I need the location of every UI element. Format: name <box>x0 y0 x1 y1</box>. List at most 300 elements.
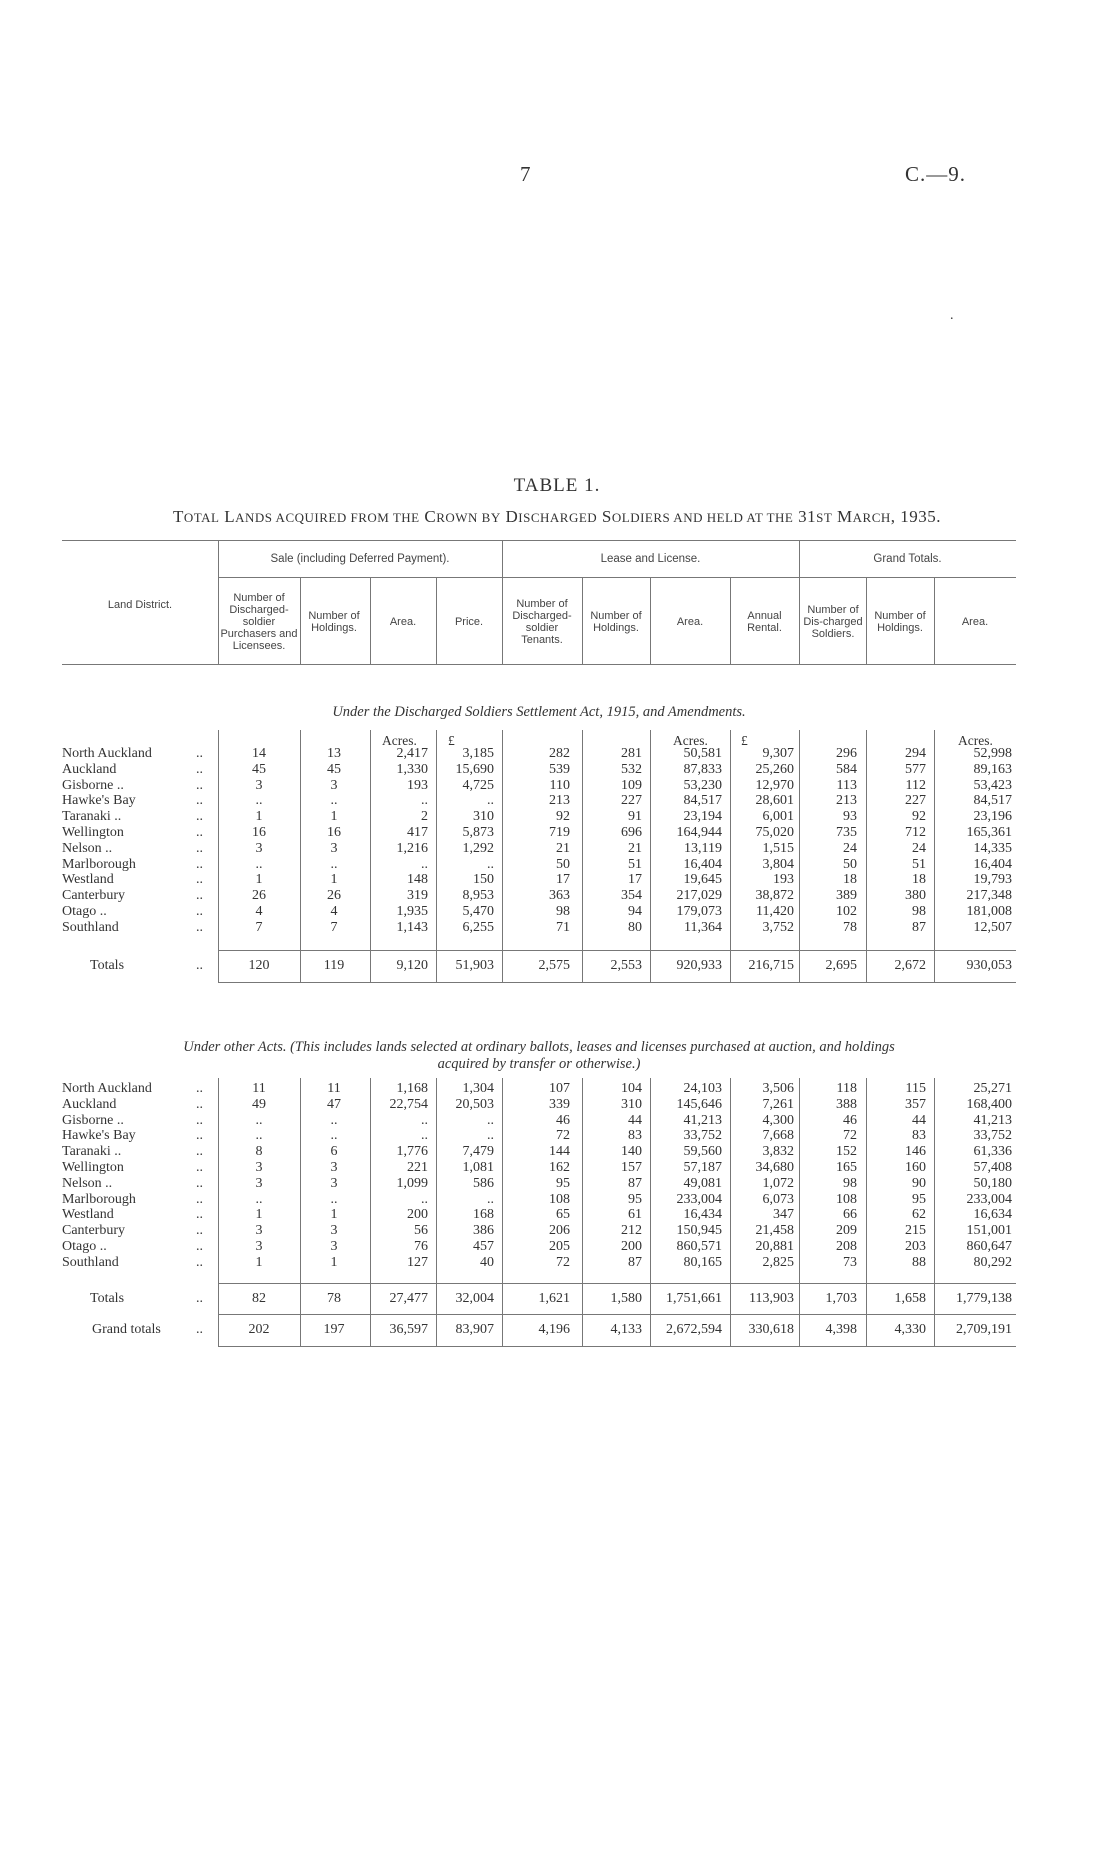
cell-price: 1,292 <box>462 840 494 856</box>
cell-purchasers: 1 <box>255 1254 263 1270</box>
cell-lease-holdings: 227 <box>621 793 642 809</box>
column-rule <box>582 577 583 664</box>
cell-district: Hawke's Bay <box>62 793 136 809</box>
cell-holdings: 26 <box>327 888 341 904</box>
header-sale-area: Area. <box>389 616 417 628</box>
cell-rental: 3,506 <box>762 1081 794 1096</box>
cell-lease-area: 19,645 <box>683 872 722 888</box>
cell-lease-holdings: 44 <box>628 1112 642 1128</box>
header-sale-purchasers: Number of Discharged-soldier Purchasers and Licensees. <box>220 592 298 652</box>
cell-purchasers: 1 <box>255 809 263 825</box>
cell-rental: 3,832 <box>762 1144 794 1160</box>
cell-area: 56 <box>414 1223 428 1239</box>
cell-price: 168 <box>473 1207 494 1223</box>
cell-purchasers: 11 <box>252 1081 266 1096</box>
cell-purchasers: 82 <box>252 1291 266 1306</box>
cell-purchasers: 120 <box>248 958 270 973</box>
cell-grand-holdings: 18 <box>912 872 926 888</box>
cell-lease-holdings: 51 <box>628 856 642 872</box>
cell-tenants: 213 <box>549 793 570 809</box>
cell-district: Westland <box>62 1207 114 1223</box>
cell-district: Canterbury <box>62 888 125 904</box>
cell-grand-area: 84,517 <box>973 793 1012 809</box>
cell-lease-holdings: 83 <box>628 1128 642 1144</box>
cell-holdings: 3 <box>330 1239 338 1254</box>
header-bottom-rule <box>62 664 1016 665</box>
cell-grand-holdings: 203 <box>905 1239 926 1254</box>
cell-grand-area: 217,348 <box>966 888 1012 904</box>
cell-price: 5,873 <box>462 825 494 840</box>
cell-price: 51,903 <box>455 958 494 973</box>
cell-purchasers: 7 <box>255 919 263 935</box>
grand-totals-row <box>0 1322 1114 1338</box>
cell-district: North Auckland <box>62 1081 152 1096</box>
cell-price: 1,304 <box>462 1081 494 1096</box>
cell-grand-holdings: 215 <box>905 1223 926 1239</box>
cell-holdings: 1 <box>330 1254 338 1270</box>
cell-area: 221 <box>407 1160 428 1175</box>
cell-lease-holdings: 61 <box>628 1207 642 1223</box>
cell-lease-area: 860,571 <box>676 1239 722 1254</box>
cell-grand-area: 23,196 <box>973 809 1012 825</box>
cell-grand-holdings: 357 <box>905 1096 926 1112</box>
cell-lease-holdings: 91 <box>628 809 642 825</box>
cell-lease-holdings: 1,580 <box>610 1291 642 1306</box>
cell-grand-holdings: 146 <box>905 1144 926 1160</box>
cell-dots: .. <box>196 793 203 809</box>
section1-title: Under the Discharged Soldiers Settlement Act, 1915, and Amendments. <box>332 704 746 720</box>
table-row <box>0 841 1114 857</box>
group-lease-header: Lease and License. <box>600 553 701 565</box>
cell-grand-area: 89,163 <box>973 761 1012 777</box>
cell-purchasers: 1 <box>255 1207 263 1223</box>
header-grand-holdings: Number of Holdings. <box>874 610 926 634</box>
cell-grand-area: 16,404 <box>973 856 1012 872</box>
section1-end-rule <box>218 982 1016 983</box>
cell-dots: .. <box>196 1096 203 1112</box>
cell-grand-holdings: 90 <box>912 1175 926 1191</box>
cell-holdings: 1 <box>330 809 338 825</box>
cell-district: Nelson .. <box>62 840 113 856</box>
cell-holdings: .. <box>330 1128 338 1144</box>
cell-rental: 21,458 <box>755 1223 794 1239</box>
cell-rental: 1,072 <box>762 1175 794 1191</box>
cell-district: Canterbury <box>62 1223 125 1239</box>
cell-soldiers: 66 <box>843 1207 857 1223</box>
cell-lease-area: 59,560 <box>683 1144 722 1160</box>
cell-lease-holdings: 80 <box>628 919 642 935</box>
cell-holdings: 6 <box>330 1144 338 1160</box>
cell-grand-holdings: 88 <box>912 1254 926 1270</box>
cell-holdings: 13 <box>327 746 341 761</box>
cell-grand-area: 233,004 <box>966 1191 1012 1207</box>
cell-area: .. <box>421 793 428 809</box>
cell-price: 1,081 <box>462 1160 494 1175</box>
cell-lease-holdings: 4,133 <box>610 1322 642 1337</box>
cell-price: 40 <box>480 1254 494 1270</box>
section1-unit-acres: Acres. <box>382 733 417 748</box>
cell-area: 36,597 <box>389 1322 428 1337</box>
cell-area: 9,120 <box>396 958 428 973</box>
cell-lease-area: 150,945 <box>676 1223 722 1239</box>
cell-tenants: 282 <box>549 746 570 761</box>
cell-price: 150 <box>473 872 494 888</box>
cell-grand-holdings: 294 <box>905 746 926 761</box>
cell-purchasers: 3 <box>255 1175 263 1191</box>
cell-lease-area: 33,752 <box>683 1128 722 1144</box>
cell-soldiers: 78 <box>843 919 857 935</box>
cell-price: 7,479 <box>462 1144 494 1160</box>
section1-totals-rule <box>218 950 1016 951</box>
table-row <box>0 904 1114 920</box>
cell-lease-holdings: 87 <box>628 1175 642 1191</box>
cell-price: 15,690 <box>455 761 494 777</box>
cell-dots: .. <box>196 1160 203 1175</box>
cell-purchasers: 3 <box>255 777 263 793</box>
header-top-rule <box>62 540 1016 541</box>
cell-grand-holdings: 2,672 <box>894 958 926 973</box>
cell-district: Grand totals <box>92 1322 161 1337</box>
cell-grand-area: 52,998 <box>973 746 1012 761</box>
cell-dots: .. <box>196 1322 203 1337</box>
cell-grand-holdings: 98 <box>912 904 926 919</box>
cell-dots: .. <box>196 1291 203 1306</box>
column-rule <box>866 577 867 664</box>
cell-rental: 6,073 <box>762 1191 794 1207</box>
header-grand-area: Area. <box>961 616 989 628</box>
stray-mark: . <box>950 308 954 323</box>
cell-area: 1,168 <box>396 1081 428 1096</box>
cell-purchasers: 3 <box>255 1160 263 1175</box>
cell-price: .. <box>487 1191 494 1207</box>
cell-dots: .. <box>196 1144 203 1160</box>
cell-dots: .. <box>196 919 203 935</box>
table-row <box>0 1128 1114 1144</box>
cell-soldiers: 102 <box>836 904 857 919</box>
cell-price: 586 <box>473 1175 494 1191</box>
cell-soldiers: 213 <box>836 793 857 809</box>
column-rule <box>436 577 437 664</box>
cell-grand-area: 61,336 <box>973 1144 1012 1160</box>
cell-grand-holdings: 1,658 <box>894 1291 926 1306</box>
cell-tenants: 162 <box>549 1160 570 1175</box>
cell-grand-area: 151,001 <box>966 1223 1012 1239</box>
cell-lease-holdings: 140 <box>621 1144 642 1160</box>
cell-grand-area: 1,779,138 <box>956 1291 1012 1306</box>
cell-soldiers: 108 <box>836 1191 857 1207</box>
cell-lease-area: 16,434 <box>683 1207 722 1223</box>
cell-area: .. <box>421 856 428 872</box>
cell-soldiers: 1,703 <box>825 1291 857 1306</box>
cell-purchasers: .. <box>255 1128 263 1144</box>
cell-holdings: 1 <box>330 872 338 888</box>
cell-soldiers: 165 <box>836 1160 857 1175</box>
cell-area: 1,935 <box>396 904 428 919</box>
section1-unit-acres-lease: Acres. <box>673 733 708 748</box>
cell-lease-area: 24,103 <box>683 1081 722 1096</box>
cell-tenants: 206 <box>549 1223 570 1239</box>
table-row <box>0 1144 1114 1160</box>
cell-grand-area: 168,400 <box>966 1096 1012 1112</box>
table-row <box>0 1176 1114 1192</box>
cell-price: 83,907 <box>455 1322 494 1337</box>
cell-lease-holdings: 354 <box>621 888 642 904</box>
cell-purchasers: .. <box>255 1191 263 1207</box>
cell-area: 76 <box>414 1239 428 1254</box>
section2-title-line1: Under other Acts. (This includes lands selected at ordinary ballots, leases and licenses purchased at auction, and holdings <box>183 1039 895 1055</box>
cell-rental: 193 <box>773 872 794 888</box>
cell-dots: .. <box>196 746 203 761</box>
cell-dots: .. <box>196 1254 203 1270</box>
cell-holdings: 3 <box>330 777 338 793</box>
cell-soldiers: 98 <box>843 1175 857 1191</box>
cell-district: Nelson .. <box>62 1175 113 1191</box>
section1-unit-pounds: £ <box>448 733 455 748</box>
header-grand-soldiers: Number of Dis-charged Soldiers. <box>803 604 863 640</box>
table-row <box>0 1097 1114 1113</box>
page-number: 7 <box>520 162 531 186</box>
cell-tenants: 50 <box>556 856 570 872</box>
header-land-district: Land District. <box>107 599 173 611</box>
column-rule <box>799 540 800 664</box>
cell-rental: 330,618 <box>748 1322 794 1337</box>
cell-lease-holdings: 2,553 <box>610 958 642 973</box>
cell-soldiers: 73 <box>843 1254 857 1270</box>
cell-dots: .. <box>196 777 203 793</box>
cell-dots: .. <box>196 1191 203 1207</box>
cell-rental: 6,001 <box>762 809 794 825</box>
cell-lease-area: 50,581 <box>683 746 722 761</box>
cell-holdings: 119 <box>323 958 345 973</box>
header-sale-price: Price. <box>454 616 484 628</box>
cell-purchasers: 45 <box>252 761 266 777</box>
cell-lease-area: 53,230 <box>683 777 722 793</box>
cell-lease-holdings: 104 <box>621 1081 642 1096</box>
cell-lease-holdings: 212 <box>621 1223 642 1239</box>
cell-lease-holdings: 87 <box>628 1254 642 1270</box>
cell-area: 127 <box>407 1254 428 1270</box>
totals-row <box>0 958 1114 974</box>
cell-tenants: 4,196 <box>538 1322 570 1337</box>
cell-price: 386 <box>473 1223 494 1239</box>
cell-district: Southland <box>62 1254 119 1270</box>
cell-grand-area: 80,292 <box>973 1254 1012 1270</box>
cell-dots: .. <box>196 888 203 904</box>
cell-lease-area: 16,404 <box>683 856 722 872</box>
cell-rental: 11,420 <box>756 904 794 919</box>
cell-district: Westland <box>62 872 114 888</box>
cell-tenants: 144 <box>549 1144 570 1160</box>
cell-holdings: 7 <box>330 919 338 935</box>
cell-purchasers: 8 <box>255 1144 263 1160</box>
cell-price: 32,004 <box>455 1291 494 1306</box>
cell-purchasers: .. <box>255 793 263 809</box>
cell-grand-holdings: 577 <box>905 761 926 777</box>
cell-area: .. <box>421 1112 428 1128</box>
cell-grand-area: 41,213 <box>973 1112 1012 1128</box>
cell-lease-area: 2,672,594 <box>666 1322 722 1337</box>
cell-lease-area: 13,119 <box>684 840 722 856</box>
cell-holdings: 1 <box>330 1207 338 1223</box>
section2-totals-rule <box>218 1283 1016 1284</box>
cell-price: 6,255 <box>462 919 494 935</box>
table-row <box>0 1223 1114 1239</box>
cell-price: .. <box>487 856 494 872</box>
group-rule <box>218 577 1016 578</box>
cell-lease-area: 49,081 <box>683 1175 722 1191</box>
cell-tenants: 72 <box>556 1128 570 1144</box>
cell-purchasers: 16 <box>252 825 266 840</box>
cell-price: 457 <box>473 1239 494 1254</box>
cell-district: Taranaki .. <box>62 1144 122 1160</box>
cell-district: Southland <box>62 919 119 935</box>
cell-grand-area: 19,793 <box>973 872 1012 888</box>
cell-grand-area: 16,634 <box>973 1207 1012 1223</box>
cell-lease-holdings: 696 <box>621 825 642 840</box>
cell-grand-holdings: 92 <box>912 809 926 825</box>
cell-holdings: 3 <box>330 1223 338 1239</box>
table-row <box>0 872 1114 888</box>
column-rule <box>502 540 503 664</box>
cell-holdings: 197 <box>323 1322 345 1337</box>
cell-grand-holdings: 115 <box>905 1081 926 1096</box>
cell-area: 193 <box>407 777 428 793</box>
cell-grand-holdings: 712 <box>905 825 926 840</box>
cell-tenants: 719 <box>549 825 570 840</box>
cell-lease-holdings: 17 <box>628 872 642 888</box>
cell-purchasers: 49 <box>252 1096 266 1112</box>
cell-area: 27,477 <box>389 1291 428 1306</box>
cell-rental: 7,261 <box>762 1096 794 1112</box>
cell-price: 3,185 <box>462 746 494 761</box>
table-row <box>0 793 1114 809</box>
table-row <box>0 1192 1114 1208</box>
cell-dots: .. <box>196 872 203 888</box>
cell-purchasers: 14 <box>252 746 266 761</box>
cell-holdings: 78 <box>327 1291 341 1306</box>
cell-holdings: .. <box>330 1191 338 1207</box>
cell-holdings: 3 <box>330 1160 338 1175</box>
cell-dots: .. <box>196 809 203 825</box>
cell-purchasers: .. <box>255 856 263 872</box>
cell-grand-holdings: 95 <box>912 1191 926 1207</box>
table-row <box>0 1113 1114 1129</box>
table-title: TABLE 1. <box>513 475 601 496</box>
table-row <box>0 778 1114 794</box>
cell-rental: 38,872 <box>755 888 794 904</box>
cell-district: Gisborne .. <box>62 777 124 793</box>
cell-soldiers: 113 <box>836 777 857 793</box>
cell-grand-holdings: 62 <box>912 1207 926 1223</box>
cell-price: 5,470 <box>462 904 494 919</box>
cell-tenants: 46 <box>556 1112 570 1128</box>
cell-lease-area: 23,194 <box>683 809 722 825</box>
cell-dots: .. <box>196 856 203 872</box>
cell-soldiers: 4,398 <box>825 1322 857 1337</box>
cell-grand-area: 930,053 <box>966 958 1012 973</box>
cell-lease-area: 57,187 <box>683 1160 722 1175</box>
cell-area: 148 <box>407 872 428 888</box>
cell-soldiers: 208 <box>836 1239 857 1254</box>
table-subtitle: TOTAL LANDS ACQUIRED FROM THE CROWN BY DISCHARGED SOLDIERS AND HELD AT THE 31ST MARCH, 1935. <box>172 507 942 526</box>
cell-tenants: 65 <box>556 1207 570 1223</box>
cell-lease-holdings: 310 <box>621 1096 642 1112</box>
cell-rental: 28,601 <box>755 793 794 809</box>
cell-area: 1,776 <box>396 1144 428 1160</box>
table-row <box>0 1160 1114 1176</box>
section2-title <box>62 1039 1016 1073</box>
cell-lease-area: 87,833 <box>683 761 722 777</box>
cell-lease-area: 11,364 <box>684 919 722 935</box>
cell-grand-area: 50,180 <box>973 1175 1012 1191</box>
cell-grand-holdings: 44 <box>912 1112 926 1128</box>
cell-area: 1,143 <box>396 919 428 935</box>
cell-soldiers: 389 <box>836 888 857 904</box>
cell-lease-area: 80,165 <box>683 1254 722 1270</box>
cell-price: 310 <box>473 809 494 825</box>
cell-district: Marlborough <box>62 856 136 872</box>
cell-holdings: 3 <box>330 1175 338 1191</box>
cell-dots: .. <box>196 1175 203 1191</box>
cell-tenants: 339 <box>549 1096 570 1112</box>
cell-rental: 4,300 <box>762 1112 794 1128</box>
cell-purchasers: 26 <box>252 888 266 904</box>
cell-grand-holdings: 83 <box>912 1128 926 1144</box>
cell-rental: 347 <box>773 1207 794 1223</box>
cell-tenants: 98 <box>556 904 570 919</box>
cell-district: Wellington <box>62 825 124 840</box>
cell-grand-area: 14,335 <box>973 840 1012 856</box>
table-row <box>0 1239 1114 1255</box>
table-row <box>0 1207 1114 1223</box>
cell-price: .. <box>487 1128 494 1144</box>
cell-grand-holdings: 380 <box>905 888 926 904</box>
column-rule <box>300 577 301 664</box>
cell-district: Otago .. <box>62 1239 107 1254</box>
cell-district: Otago .. <box>62 904 107 919</box>
column-rule <box>650 577 651 664</box>
cell-purchasers: 1 <box>255 872 263 888</box>
cell-grand-holdings: 87 <box>912 919 926 935</box>
table-row <box>0 888 1114 904</box>
cell-area: 417 <box>407 825 428 840</box>
cell-soldiers: 18 <box>843 872 857 888</box>
cell-rental: 2,825 <box>762 1254 794 1270</box>
cell-rental: 34,680 <box>755 1160 794 1175</box>
cell-grand-area: 165,361 <box>966 825 1012 840</box>
cell-rental: 7,668 <box>762 1128 794 1144</box>
cell-price: .. <box>487 793 494 809</box>
table-row <box>0 762 1114 778</box>
cell-district: Totals <box>90 1291 125 1306</box>
cell-tenants: 17 <box>556 872 570 888</box>
cell-holdings: 3 <box>330 840 338 856</box>
table-row <box>0 1255 1114 1271</box>
cell-lease-holdings: 157 <box>621 1160 642 1175</box>
cell-area: 2 <box>421 809 428 825</box>
group-grand-header: Grand Totals. <box>873 553 942 565</box>
cell-rental: 113,903 <box>749 1291 794 1306</box>
cell-dots: .. <box>196 840 203 856</box>
cell-grand-area: 181,008 <box>966 904 1012 919</box>
cell-tenants: 205 <box>549 1239 570 1254</box>
cell-holdings: .. <box>330 856 338 872</box>
cell-soldiers: 24 <box>843 840 857 856</box>
cell-holdings: 16 <box>327 825 341 840</box>
cell-purchasers: .. <box>255 1112 263 1128</box>
header-lease-holdings: Number of Holdings. <box>590 610 642 634</box>
cell-rental: 75,020 <box>755 825 794 840</box>
